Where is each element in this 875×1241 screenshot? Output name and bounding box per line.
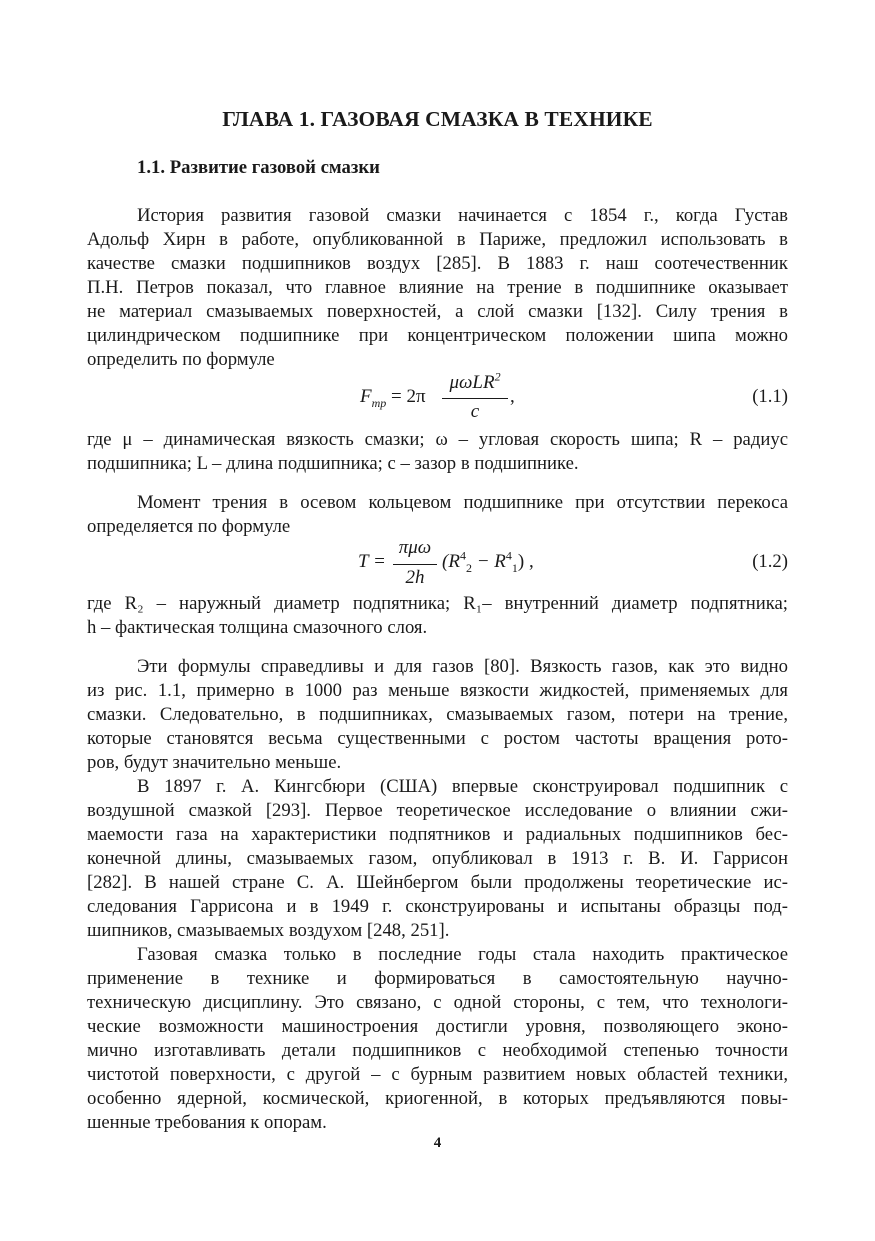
paragraph-line: не материал смазываемых поверхностей, а слой смазки [132]. Силу трения в [87,301,788,322]
paragraph-line: ров, будут значительно меньше. [87,752,342,773]
eq1-lhs: F [360,386,372,407]
paragraph-line: Эти формулы справедливы и для газов [80]. Вязкость газов, как это видно [137,656,788,677]
eq2-r1-sup: 4 [505,548,512,563]
eq2-r2-sub: 2 [465,560,472,575]
paragraph-line: П.Н. Петров показал, что главное влияние на трение в подшипнике оказывает [87,277,788,298]
paragraph-line: История развития газовой смазки начинается с 1854 г., когда Густав [137,205,788,226]
equation-number: (1.2) [752,551,788,572]
fraction-bar [393,564,437,565]
eq2-r1-sub: 1 [511,560,518,575]
paragraph-line: [282]. В нашей стране С. А. Шейнбергом были продолжены теоретические ис- [87,872,788,893]
eq2-paren-open: (R [442,551,460,572]
eq1-denominator: c [470,401,480,422]
eq1-numerator: μωLR [449,372,495,393]
paragraph-line: следования Гаррисона и в 1949 г. сконструированы и испытаны образцы под- [87,896,788,917]
eq1-eq: = 2π [391,386,426,407]
paragraph-line: В 1897 г. А. Кингсбюри (США) впервые сконструировал подшипник с [137,776,788,797]
paragraph-line: определяется по формуле [87,516,291,537]
eq2-r2-sup: 4 [459,548,466,563]
eq2-minus: − R [471,551,506,572]
paragraph-line: Газовая смазка только в последние годы стала находить практическое [137,944,788,965]
eq1-lhs-sub: тр [371,395,387,410]
paragraph-line: Адольф Хирн в работе, опубликованной в Париже, предложил использовать в [87,229,788,250]
paragraph-line: Момент трения в осевом кольцевом подшипнике при отсутствии перекоса [137,492,788,513]
paragraph-line: из рис. 1.1, примерно в 1000 раз меньше вязкости жидкостей, применяемых для [87,680,788,701]
paragraph-line: качестве смазки подшипников воздух [285]. В 1883 г. наш соотечественник [87,253,788,274]
eq1-tail: , [510,386,515,407]
paragraph-line: применение в технике и формироваться в самостоятельную научно- [87,968,788,989]
paragraph-line: цилиндрическом подшипнике при концентрическом положении шипа можно [87,325,788,346]
paragraph-line: которые становятся весьма существенными с ростом частоты вращения рото- [87,728,788,749]
eq2-paren-close: ) , [517,551,534,572]
paragraph-line: особенно ядерной, космической, криогенной, в которых предъявляются повы- [87,1088,788,1109]
paragraph-line: маемости газа на характеристики подпятников и радиальных подшипников бес- [87,824,788,845]
eq1-num-sup: 2 [494,369,501,384]
paragraph-line: шенные требования к опорам. [87,1112,327,1133]
page-number: 4 [433,1135,442,1151]
paragraph-line: подшипника; L – длина подшипника; c – зазор в подшипнике. [87,453,579,474]
paragraph-line: конечной длины, смазываемых газом, опубликовал в 1913 г. В. И. Гаррисон [87,848,788,869]
eq2-denominator: 2h [405,567,425,588]
paragraph-line: смазки. Следовательно, в подшипниках, смазываемых газом, потери на трение, [87,704,788,725]
chapter-title: ГЛАВА 1. ГАЗОВАЯ СМАЗКА В ТЕХНИКЕ [222,107,653,131]
paragraph-line: шипников, смазываемых воздухом [248, 251]. [87,920,450,941]
equation-number: (1.1) [752,386,788,407]
paragraph-line: воздушной смазкой [293]. Первое теоретическое исследование о влиянии сжи- [87,800,788,821]
paragraph-line: чистотой поверхности, с другой – с бурным развитием новых областей техники, [87,1064,788,1085]
paragraph-line: ческие возможности машиностроения достигли уровня, позволяющего эконо- [87,1016,788,1037]
paragraph-line: h – фактическая толщина смазочного слоя. [87,617,428,638]
section-title: 1.1. Развитие газовой смазки [137,157,380,178]
paragraph-line: определить по формуле [87,349,275,370]
paragraph-line: мично изготавливать детали подшипников с необходимой степенью точности [87,1040,788,1061]
fraction-bar [442,398,508,399]
paragraph-line: где μ – динамическая вязкость смазки; ω – угловая скорость шипа; R – радиус [87,429,788,450]
paragraph-line: где R₂ – наружный диаметр подпятника; R₁– внутренний диаметр подпятника; [87,593,788,614]
eq2-numerator: πμω [398,537,432,558]
paragraph-line: техническую дисциплину. Это связано, с одной стороны, с тем, что технологи- [87,992,788,1013]
eq2-lhs: T = [358,551,386,572]
